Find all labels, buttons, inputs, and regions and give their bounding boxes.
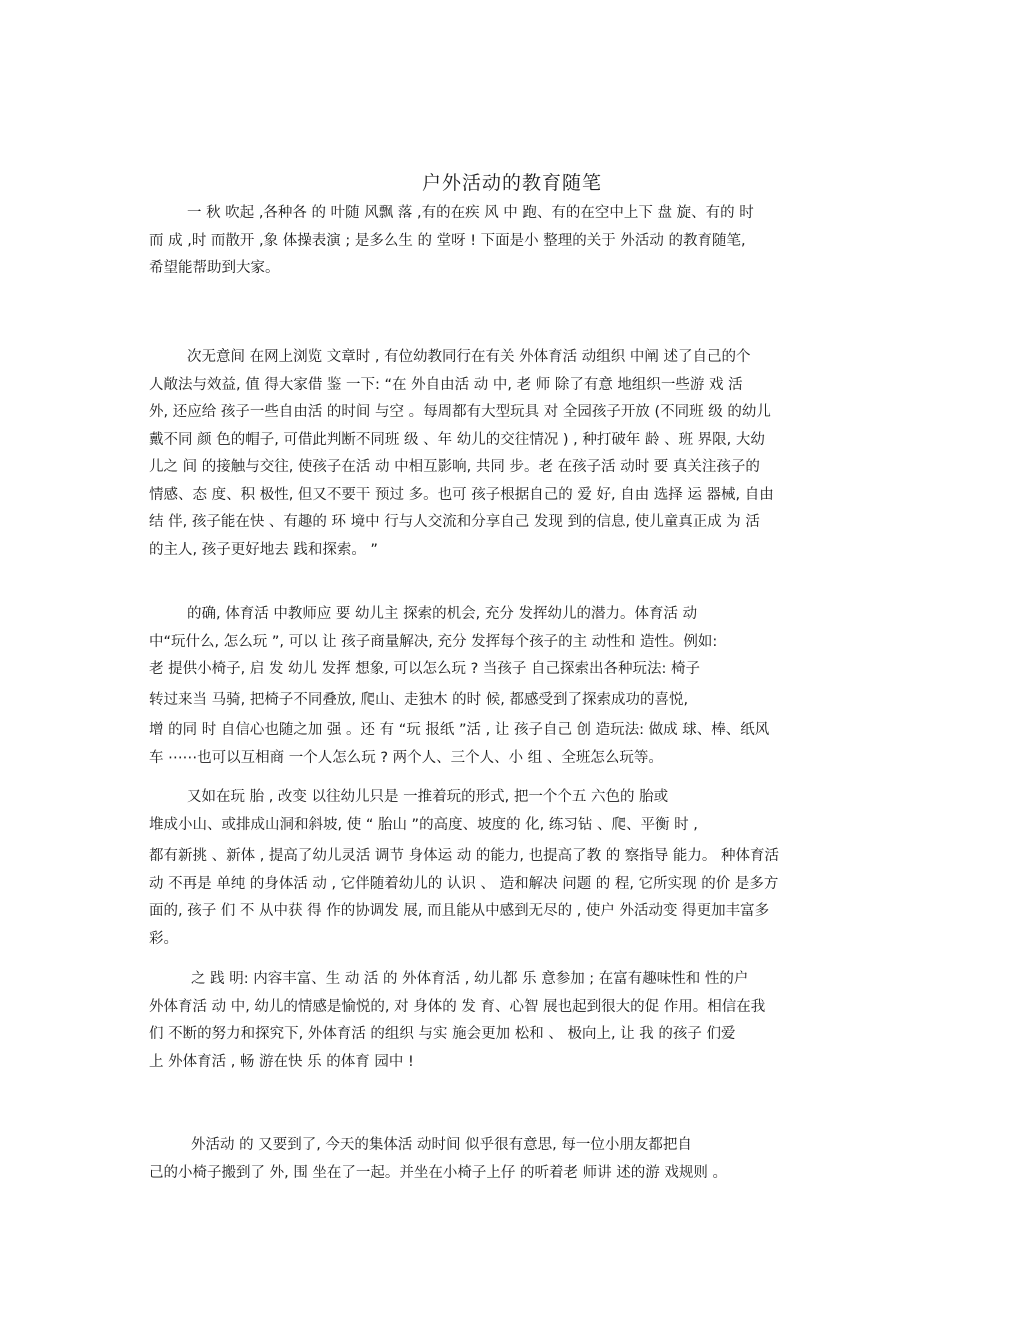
text-line: 己的小椅子搬到了 外, 围 坐在了一起。并坐在小椅子上仔 的听着老 师讲 述的游 戏规则 。 <box>149 1164 727 1181</box>
text-line: 外, 还应给 孩子一些自由活 的时间 与空 。每周都有大型玩具 对 全园孩子开放 (不同班 级 的幼儿 <box>149 404 771 420</box>
text-line: 们 不断的努力和探究下, 外体育活 的组织 与实 施会更加 松和 、 极向上, 让 我 的孩子 们爱 <box>149 1026 736 1042</box>
text-line: 一 秋 吹起 ,各种各 的 叶随 风飘 落 ,有的在疾 风 中 跑、有的在空中上下 盘 旋、有的 时 <box>187 205 754 221</box>
text-line: 堆成小山、或排成山洞和斜坡, 使 “ 胎山 ”的高度、坡度的 化, 练习钻 、爬、平衡 时 , <box>149 816 698 833</box>
text-line: 的确, 体育活 中教师应 要 幼儿主 探索的机会, 充分 发挥幼儿的潜力。体育活 动 <box>187 606 698 622</box>
text-line: 彩。 <box>149 930 178 947</box>
text-line: 儿之 间 的接触与交往, 使孩子在活 动 中相互影响, 共同 步。老 在孩子活 动时 要 真关注孩子的 <box>149 459 760 475</box>
text-line: 面的, 孩子 们 不 从中获 得 作的协调发 展, 而且能从中感到无尽的 , 使户 外活动变 得更加丰富多 <box>149 903 770 919</box>
text-line: 中“玩什么, 怎么玩 ”, 可以 让 孩子商量解决, 充分 发挥每个孩子的主 动性和 造性。例如: <box>149 633 718 650</box>
paragraph-3 <box>149 601 889 772</box>
text-line: 转过来当 马骑, 把椅子不同叠放, 爬山、走独木 的时 候, 都感受到了探索成功的喜悦, <box>149 691 689 708</box>
paragraph-intro <box>149 200 889 283</box>
text-line: 动 不再是 单纯 的身体活 动 , 它伴随着幼儿的 认识 、 造和解决 问题 的 程, 它所实现 的价 是多方 <box>149 875 779 892</box>
text-line: 的主人, 孩子更好地去 践和探索。 ” <box>149 541 378 558</box>
text-line: 人敞法与效益, 值 得大家借 鉴 一下: “在 外自由活 动 中, 老 师 除了有意 地组织一些游 戏 活 <box>149 376 743 393</box>
paragraph-2 <box>149 344 889 564</box>
text-line: 结 伴, 孩子能在快 、有趣的 环 境中 行与人交流和分享自己 发现 到的信息, 使儿童真正成 为 活 <box>149 514 760 530</box>
text-line: 又如在玩 胎 , 改变 以往幼儿只是 一推着玩的形式, 把一个个五 六色的 胎或 <box>187 789 669 805</box>
text-line: 次无意间 在网上浏览 文章时 , 有位幼教同行在有关 外体育活 动组织 中阐 述了自己的个 <box>187 349 751 365</box>
text-line: 外活动 的 又要到了, 今天的集体活 动时间 似乎很有意思, 每一位小朋友都把自 <box>191 1137 692 1153</box>
text-line: 上 外体育活 , 畅 游在快 乐 的体育 园中 ! <box>149 1053 414 1070</box>
paragraph-6 <box>149 1132 889 1187</box>
text-line: 戴不同 颜 色的帽子, 可借此判断不同班 级 、年 幼儿的交往情况 ) , 种打破年 龄 、班 界限, 大幼 <box>149 431 765 448</box>
text-line: 情感、态 度、积 极性, 但又不要干 预过 多。也可 孩子根据自己的 爱 好, 自由 选择 运 器械, 自由 <box>149 486 774 503</box>
text-line: 希望能帮助到大家。 <box>149 260 280 276</box>
text-line: 车 ⋯⋯也可以互相商 一个人怎么玩 ? 两个人、三个人、小 组 、全班怎么玩等。 <box>149 749 663 766</box>
document-title: 户外活动的教育随笔 <box>421 172 602 194</box>
text-line: 都有新挑 、新体 , 提高了幼儿灵活 调节 身体运 动 的能力, 也提高了教 的 察指导 能力。 种体育活 <box>149 848 780 864</box>
text-line: 增 的同 时 自信心也随之加 强 。还 有 “玩 报纸 ”活 , 让 孩子自己 创 造玩法: 做成 球、棒、纸风 <box>149 722 770 738</box>
paragraph-4 <box>149 784 889 953</box>
text-line: 而 成 ,时 而散开 ,象 体操表演 ; 是多么生 的 堂呀 ! 下面是小 整理的关于 外活动 的教育随笔, <box>149 232 746 249</box>
paragraph-5 <box>149 966 889 1076</box>
text-line: 外体育活 动 中, 幼儿的情感是愉悦的, 对 身体的 发 育、心智 展也起到很大的促 作用。相信在我 <box>149 998 766 1015</box>
text-line: 之 践 明: 内容丰富、生 动 活 的 外体育活 , 幼儿都 乐 意参加 ; 在富有趣味性和 性的户 <box>191 971 749 987</box>
text-line: 老 提供小椅子, 启 发 幼儿 发挥 想象, 可以怎么玩 ? 当孩子 自己探索出各种玩法: 椅子 <box>149 661 700 677</box>
